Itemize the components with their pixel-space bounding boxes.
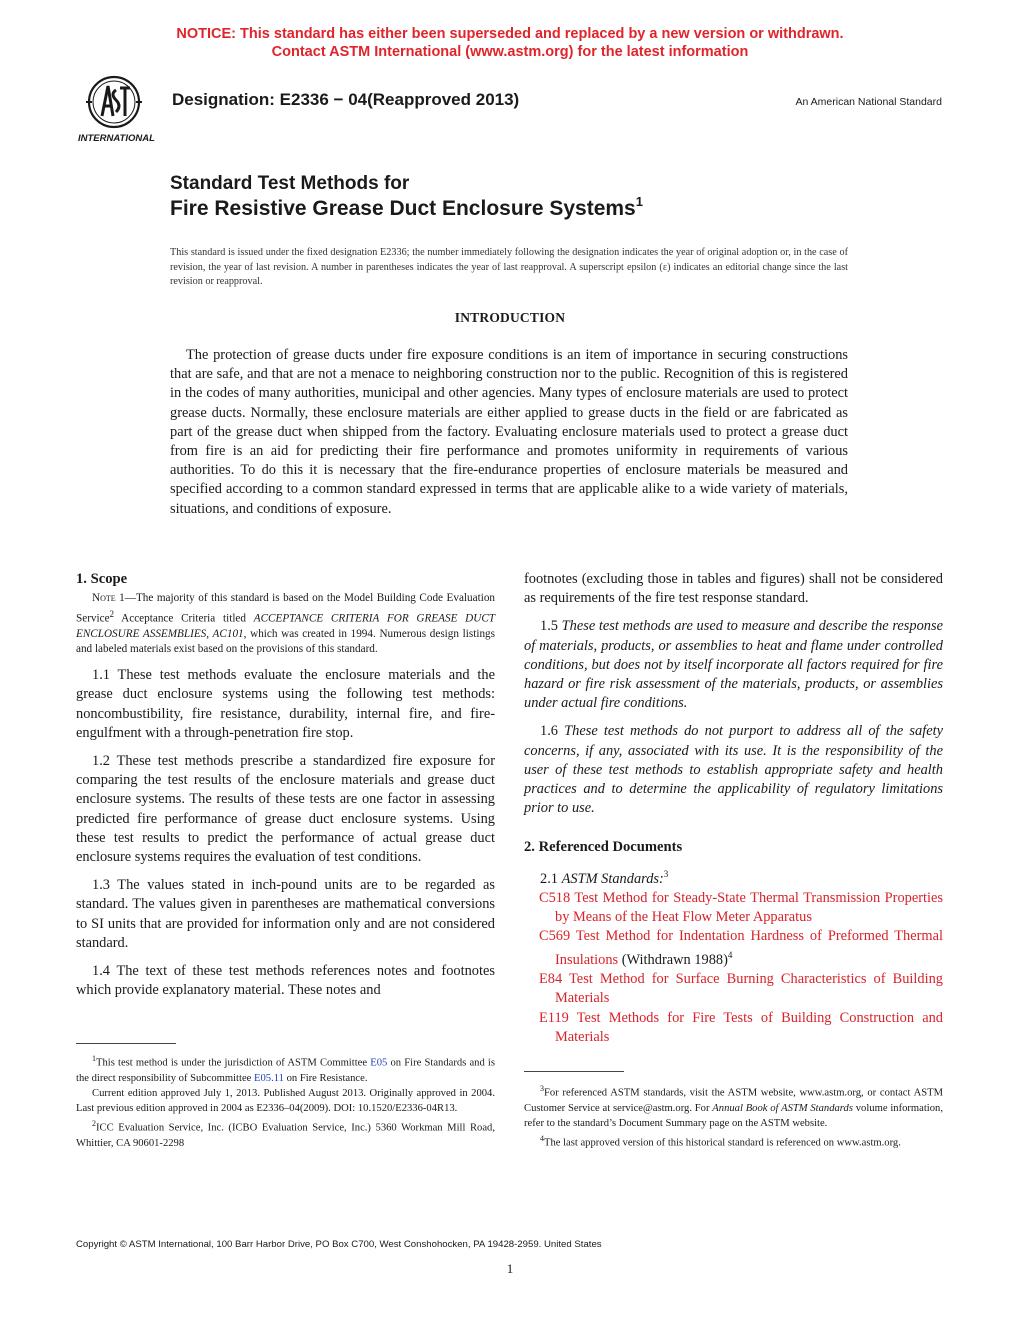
right-column [524, 570, 943, 1047]
ref-c518 [524, 889, 943, 927]
fn1-text-c: on Fire Resistance. [283, 1072, 368, 1084]
note-text-b: Acceptance Criteria titled [114, 612, 254, 625]
ref-e84-title[interactable]: Test Method for Surface Burning Characteristics of Building Materials [555, 971, 943, 1007]
footnote-rule-left [76, 1043, 176, 1044]
ref-c569 [524, 927, 943, 970]
fn1-mark: 1 [92, 1054, 96, 1063]
note-text-a: —The majority of this standard is based on the Model Building Code Evaluation Service [76, 592, 496, 625]
ref-e119-link[interactable]: E119 [539, 1009, 569, 1026]
fn3-mark: 3 [540, 1084, 544, 1093]
fn2-text: ICC Evaluation Service, Inc. (ICBO Evaluation Service, Inc.) 5360 Workman Mill Road, Whittier, CA 90601-2298 [76, 1122, 495, 1150]
section-1-3: 1.3 The values stated in inch-pound units are to be regarded as standard. The values given in parentheses are mathematical conversions to SI units that are provided for information only and are not considered standard. [76, 877, 495, 951]
copyright-line: Copyright © ASTM International, 100 Barr Harbor Drive, PO Box C700, West Conshohocken, PA 19428-2959. United States [76, 1239, 602, 1250]
introduction-text: The protection of grease ducts under fire exposure conditions is an item of importance in securing constructions that are safe, and that are not a menace to neighboring construction nor to the public. Recognition of this is registered in the codes of many authorities, municipal and other agencies. Many types of enclosure materials are used to protect grease ducts. Normally, these enclosure materials are either applied to grease ducts in the field or are fabricated as part of the grease duct when shipped from the factory. Evaluating enclosure materials used to protect a grease duct from fire is an aid for predicting their fire performance and promotes uniformity in requirements of various authorities. To do this it is necessary that the fire-endurance properties of enclosure materials be measured and specified according to a common standard expressed in terms that are applicable alike to a wide variety of materials, situations, and conditions of exposure. [170, 347, 848, 517]
ref-e84-link[interactable]: E84 [539, 971, 563, 988]
introduction-heading: INTRODUCTION [454, 310, 566, 325]
designation: Designation: E2336 − 04(Reapproved 2013) [172, 90, 520, 109]
fn3-text-b: volume information, refer to the standard’s Document Summary page on the ASTM website. [524, 1102, 943, 1129]
footnotes-left [76, 1051, 495, 1151]
title-line-2 [170, 194, 643, 221]
section-2-1-number: 2.1 [540, 870, 562, 887]
notice-line-1: NOTICE: This standard has either been superseded and replaced by a new version or withdrawn. [176, 26, 844, 42]
astm-logo [72, 72, 164, 148]
section-1-2: 1.2 These test methods prescribe a standardized fire exposure for comparing the test results of the enclosure materials and grease duct enclosure systems. The results of these tests are one factor in assessing predicted fire performance of grease duct enclosure systems. Using these test results to predict the performance of actual grease duct enclosure systems requires the evaluation of test conditions. [76, 752, 495, 865]
fn2-mark: 2 [92, 1119, 96, 1129]
footnote-4 [524, 1131, 943, 1151]
left-column [76, 570, 495, 1009]
ref-c569-link[interactable]: C569 [539, 928, 571, 945]
note-text-c: , which was created in 1994. Numerous design listings and labeled materials exist based on the provisions of this standard. [76, 627, 495, 655]
footnote-3 [524, 1081, 943, 1131]
title-text: Fire Resistive Grease Duct Enclosure Systems [170, 197, 636, 220]
note-1 [76, 591, 495, 657]
title-footnote-mark: 1 [635, 194, 643, 209]
ref-c569-title[interactable]: Test Method for Indentation Hardness of Preformed Thermal Insulations [555, 928, 943, 969]
note-italic: ACCEPTANCE CRITERIA FOR GREASE DUCT ENCLOSURE ASSEMBLIES, AC101 [76, 612, 495, 640]
notice-line-2: Contact ASTM International (www.astm.org) for the latest information [271, 44, 749, 60]
committee-e05-link[interactable]: E05 [370, 1057, 388, 1069]
section-1-6 [524, 722, 943, 818]
section-1-6-text: These test methods do not purport to address all of the safety concerns, if any, associated with its use. It is the responsibility of the user of these test methods to establish appropriate safety and health practices and to determine the applicability of regulatory limitations prior to use. [524, 723, 943, 817]
american-national-standard: An American National Standard [795, 96, 942, 108]
referenced-list [524, 889, 943, 1047]
page-number: 1 [506, 1261, 514, 1276]
footnote-2 [76, 1116, 495, 1151]
ref-c518-link[interactable]: C518 [539, 889, 571, 906]
note-sup: 2 [109, 608, 115, 619]
section-1-5 [524, 617, 943, 713]
ref-e119 [524, 1009, 943, 1047]
astm-standards-label: ASTM Standards: [561, 870, 664, 887]
ref-e84 [524, 970, 943, 1008]
footnote-rule-right [524, 1071, 624, 1072]
ref-e119-title[interactable]: Test Methods for Fire Tests of Building Construction and Materials [555, 1009, 943, 1045]
ref-c518-title[interactable]: Test Method for Steady-State Thermal Transmission Properties by Means of the Heat Flow Meter Apparatus [555, 889, 943, 925]
section-1-1: 1.1 These test methods evaluate the enclosure materials and the grease duct enclosure systems using the following test methods: noncombustibility, fire resistance, durability, internal fire, and fire-engulfment with a through-penetration fire stop. [76, 667, 495, 741]
section-2-1 [524, 865, 943, 889]
note-label: Note 1 [92, 592, 125, 605]
scope-heading: 1. Scope [76, 571, 128, 587]
title-line-1: Standard Test Methods for [170, 173, 410, 194]
ref-c569-sup: 4 [727, 950, 733, 961]
withdrawal-notice [0, 25, 1020, 61]
section-2-1-sup: 3 [663, 868, 669, 879]
footnotes-right [524, 1081, 943, 1151]
issuance-statement: This standard is issued under the fixed designation E2336; the number immediately following the designation indicates the year of original adoption or, in the case of revision, the year of last revision. A number in parentheses indicates the year of last reapproval. A superscript epsilon (ε) indicates an editorial change since the last revision or reapproval. [170, 247, 848, 287]
fn4-mark: 4 [540, 1134, 544, 1144]
fn3-text-a: For referenced ASTM standards, visit the ASTM website, www.astm.org, or contact ASTM Customer Service at service@astm.org. For [524, 1087, 943, 1114]
fn1-text-b: on Fire Standards and is the direct responsibility of Subcommittee [76, 1057, 495, 1084]
subcommittee-e05-11-link[interactable]: E05.11 [254, 1072, 284, 1084]
fn1-text-a: This test method is under the jurisdiction of ASTM Committee [96, 1057, 371, 1069]
logo-wordmark: INTERNATIONAL [78, 133, 155, 144]
fn4-text: The last approved version of this historical standard is referenced on www.astm.org. [544, 1137, 901, 1149]
section-1-6-number: 1.6 [540, 723, 565, 740]
section-1-4-continued: footnotes (excluding those in tables and figures) shall not be considered as requirements of the fire test response standard. [524, 571, 943, 607]
fn3-italic: Annual Book of ASTM Standards [712, 1102, 853, 1114]
footnote-1 [76, 1051, 495, 1086]
ref-c569-withdrawn: (Withdrawn 1988) [618, 952, 728, 969]
astm-logo-icon [72, 72, 164, 148]
section-1-5-number: 1.5 [540, 618, 562, 635]
section-1-5-text: These test methods are used to measure and describe the response of materials, products, or assemblies to heat and flame under controlled conditions, but does not by itself incorporate all factors required for fire hazard or fire risk assessment of the materials, products, or assemblies under actual fire conditions. [524, 618, 943, 712]
footnote-1-edition: Current edition approved July 1, 2013. Published August 2013. Originally approved in 2004. Last previous edition approved in 2004 as E2336–04(2009). DOI: 10.1520/E2336-04R13. [76, 1087, 495, 1115]
referenced-documents-heading: 2. Referenced Documents [524, 839, 683, 856]
section-1-4: 1.4 The text of these test methods references notes and footnotes which provide explanatory material. These notes and [76, 962, 495, 999]
